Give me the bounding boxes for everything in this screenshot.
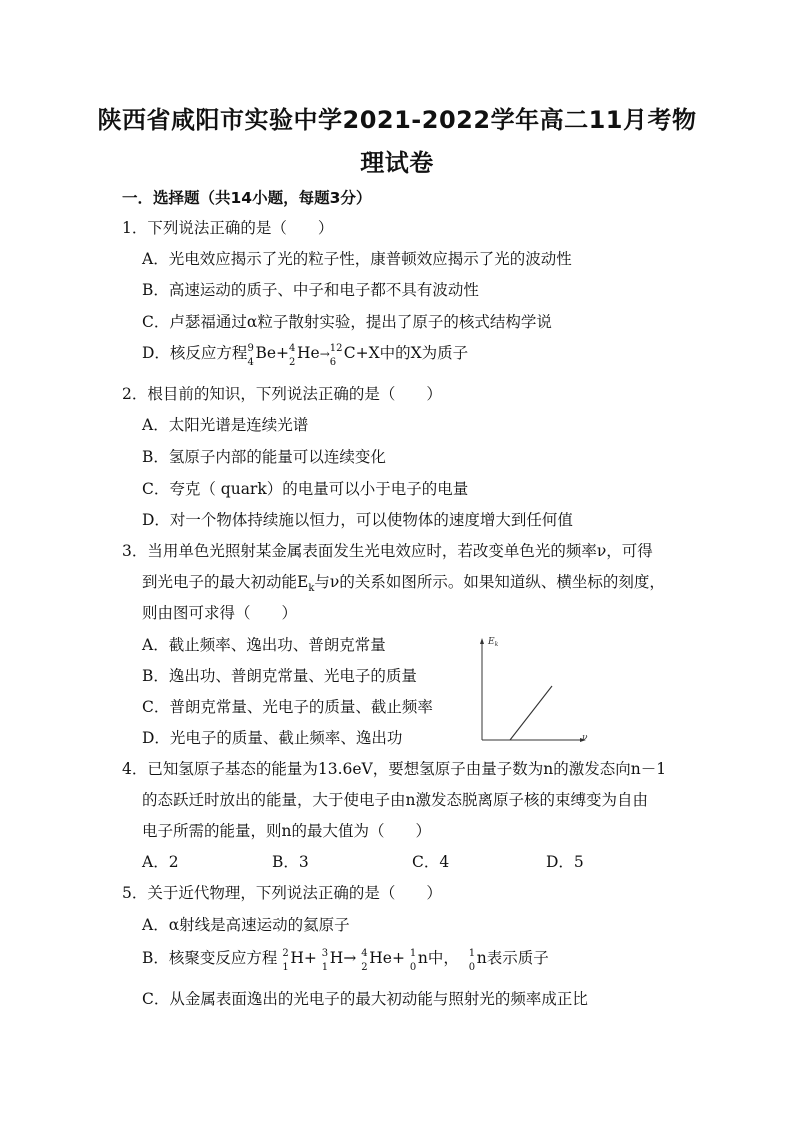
question-2-option-c: C．夸克（ quark）的电量可以小于电子的电量 <box>142 480 469 498</box>
reaction-arrow: → <box>319 347 330 361</box>
page-title-line2: 理试卷 <box>360 149 434 177</box>
question-4-line3: 电子所需的能量，则n的最大值为（ ） <box>142 822 431 840</box>
charge-number: 1 <box>321 962 329 973</box>
question-4-option-b: B．3 <box>272 853 309 871</box>
question-4-option-d: D．5 <box>546 853 584 871</box>
neutron-nuclide-2 <box>468 948 477 973</box>
mass-number: 12 <box>329 343 343 354</box>
question-4-line1: 4．已知氢原子基态的能量为13.6eV，要想氢原子由量子数为n的激发态向n－1 <box>122 760 667 778</box>
question-2-option-d: D．对一个物体持续施以恒力，可以使物体的速度增大到任何值 <box>142 511 573 529</box>
helium-symbol: He <box>297 344 320 362</box>
helium-nuclide <box>289 343 297 368</box>
charge-number: 2 <box>289 357 296 368</box>
question-3-option-b: B．逸出功、普朗克常量、光电子的质量 <box>142 667 417 685</box>
hydrogen-symbol: H+ <box>290 949 317 967</box>
y-axis-label: $E_k$ <box>488 637 499 648</box>
y-axis-arrow-icon <box>480 638 484 644</box>
mass-number: 9 <box>247 343 254 354</box>
charge-number: 1 <box>282 962 289 973</box>
helium-nuclide <box>361 948 369 973</box>
question-3-option-a: A．截止频率、逸出功、普朗克常量 <box>142 636 386 654</box>
mass-number: 2 <box>282 948 289 959</box>
question-2-option-b: B．氢原子内部的能量可以连续变化 <box>142 448 386 466</box>
neutron-symbol-rest: n表示质子 <box>476 949 549 967</box>
question-5-option-c: C．从金属表面逸出的光电子的最大初动能与照射光的频率成正比 <box>142 990 588 1008</box>
question-3-option-d: D．光电子的质量、截止频率、逸出功 <box>142 729 403 747</box>
question-1-option-d <box>142 341 469 368</box>
question-5-option-a: A．α射线是高速运动的氦原子 <box>142 916 350 934</box>
hydrogen-symbol: H→ <box>329 949 357 967</box>
deuterium-nuclide <box>282 948 290 973</box>
mass-number: 4 <box>289 343 296 354</box>
charge-number: 6 <box>329 357 337 368</box>
question-1-option-b: B．高速运动的质子、中子和电子都不具有波动性 <box>142 281 479 299</box>
ek-frequency-graph <box>470 630 600 748</box>
carbon-symbol-rest: C+X中的X为质子 <box>343 344 469 362</box>
question-3-line1: 3．当用单色光照射某金属表面发生光电效应时，若改变单色光的频率ν，可得 <box>122 542 653 560</box>
charge-number: 0 <box>468 962 476 973</box>
section-heading: 一．选择题（共14小题，每题3分） <box>122 189 372 207</box>
charge-number: 2 <box>361 962 368 973</box>
question-1-option-c: C．卢瑟福通过α粒子散射实验，提出了原子的核式结构学说 <box>142 313 552 331</box>
question-2-option-a: A．太阳光谱是连续光谱 <box>142 416 309 434</box>
helium-symbol: He+ <box>369 949 405 967</box>
ek-line <box>510 686 552 740</box>
neutron-nuclide <box>409 948 418 973</box>
charge-number: 4 <box>247 357 254 368</box>
question-2-stem: 2．根目前的知识，下列说法正确的是（ ） <box>122 385 442 403</box>
question-1-stem: 1．下列说法正确的是（ ） <box>122 219 334 237</box>
question-3-line2 <box>142 570 665 594</box>
question-4-option-a: A．2 <box>142 853 179 871</box>
mass-number: 4 <box>361 948 368 959</box>
mass-number: 1 <box>409 948 417 959</box>
text-part: 到光电子的最大初动能E <box>142 573 309 591</box>
question-5-option-b <box>142 946 549 973</box>
charge-number: 0 <box>409 962 417 973</box>
question-3-option-c: C．普朗克常量、光电子的质量、截止频率 <box>142 698 433 716</box>
mass-number: 1 <box>468 948 476 959</box>
neutron-symbol: n中， <box>417 949 459 967</box>
question-1-option-a: A．光电效应揭示了光的粒子性，康普顿效应揭示了光的波动性 <box>142 250 572 268</box>
question-5-stem: 5．关于近代物理，下列说法正确的是（ ） <box>122 884 442 902</box>
subscript-k: k <box>308 583 315 595</box>
x-axis-label: ν <box>582 733 588 743</box>
page-title-line1: 陕西省咸阳市实验中学2021-2022学年高二11月考物 <box>97 106 697 134</box>
option-b-prefix: B．核聚变反应方程 <box>142 949 278 967</box>
mass-number: 3 <box>321 948 329 959</box>
tritium-nuclide <box>321 948 330 973</box>
carbon-nuclide <box>329 343 344 368</box>
question-3-line3: 则由图可求得（ ） <box>142 604 298 622</box>
option-d-prefix: D．核反应方程 <box>142 344 248 362</box>
beryllium-nuclide <box>247 343 255 368</box>
question-4-option-c: C．4 <box>412 853 450 871</box>
question-4-line2: 的态跃迁时放出的能量，大于使电子由n激发态脱离原子核的束缚变为自由 <box>142 791 648 809</box>
text-part: 与ν的关系如图所示。如果知道纵、横坐标的刻度， <box>314 573 665 591</box>
beryllium-symbol: Be+ <box>255 344 289 362</box>
